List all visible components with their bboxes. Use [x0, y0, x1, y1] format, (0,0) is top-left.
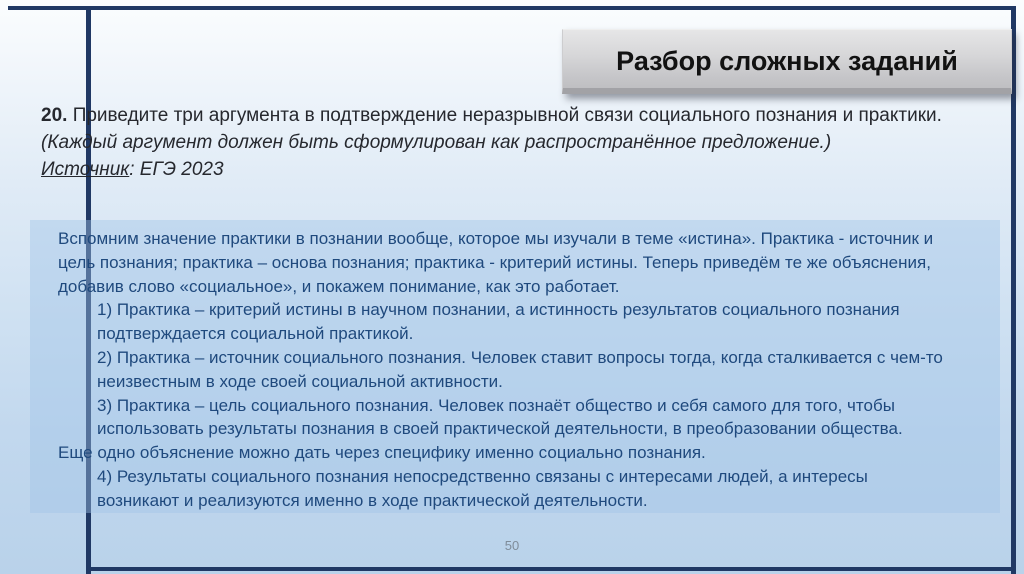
- slide-title: Разбор сложных заданий: [616, 45, 958, 76]
- frame-bottom-line: [86, 567, 1016, 571]
- body-text: [30, 227, 1000, 513]
- body-line: цель познания; практика – основа познания; практика - критерий истины. Теперь приведём те же объяснения,: [58, 252, 931, 272]
- body-line: использовать результаты познания в своей практической деятельности, в преобразовании общества.: [97, 419, 903, 439]
- question-line-1: [41, 102, 991, 129]
- content-panel: [30, 220, 1000, 513]
- body-line: Еще одно объяснение можно дать через специфику именно социально познания.: [58, 443, 706, 463]
- question-note: (Каждый аргумент должен быть сформулирован как распространённое предложение.): [41, 132, 832, 153]
- page-number: 50: [504, 538, 520, 553]
- body-line: неизвестным в ходе своей социальной активности.: [97, 371, 503, 391]
- question-number: 20.: [41, 105, 68, 126]
- body-line: возникают и реализуются именно в ходе практической деятельности.: [97, 490, 648, 510]
- frame-top-line: [8, 6, 1016, 10]
- body-line: 1) Практика – критерий истины в научном познании, а истинность результатов социального познания: [97, 300, 900, 320]
- body-line: 2) Практика – источник социального познания. Человек ставит вопросы тогда, когда сталкивается с чем-то: [97, 347, 943, 367]
- title-box: [562, 29, 1012, 94]
- question-text: Приведите три аргумента в подтверждение неразрывной связи социального познания и практики.: [67, 105, 942, 126]
- question-source-line: [41, 156, 991, 183]
- source-value: : ЕГЭ 2023: [129, 159, 224, 180]
- source-label: Источник: [41, 159, 130, 180]
- body-line: 3) Практика – цель социального познания. Человек познаёт общество и себя самого для того, чтобы: [97, 395, 895, 415]
- body-line: добавив слово «социальное», и покажем понимание, как это работает.: [58, 276, 620, 296]
- body-line: подтверждается социальной практикой.: [97, 324, 414, 344]
- body-line: Вспомним значение практики в познании вообще, которое мы изучали в теме «истина». Практика - источник и: [58, 229, 934, 248]
- question-block: [41, 102, 991, 183]
- body-line: 4) Результаты социального познания непосредственно связаны с интересами людей, а интересы: [97, 466, 868, 486]
